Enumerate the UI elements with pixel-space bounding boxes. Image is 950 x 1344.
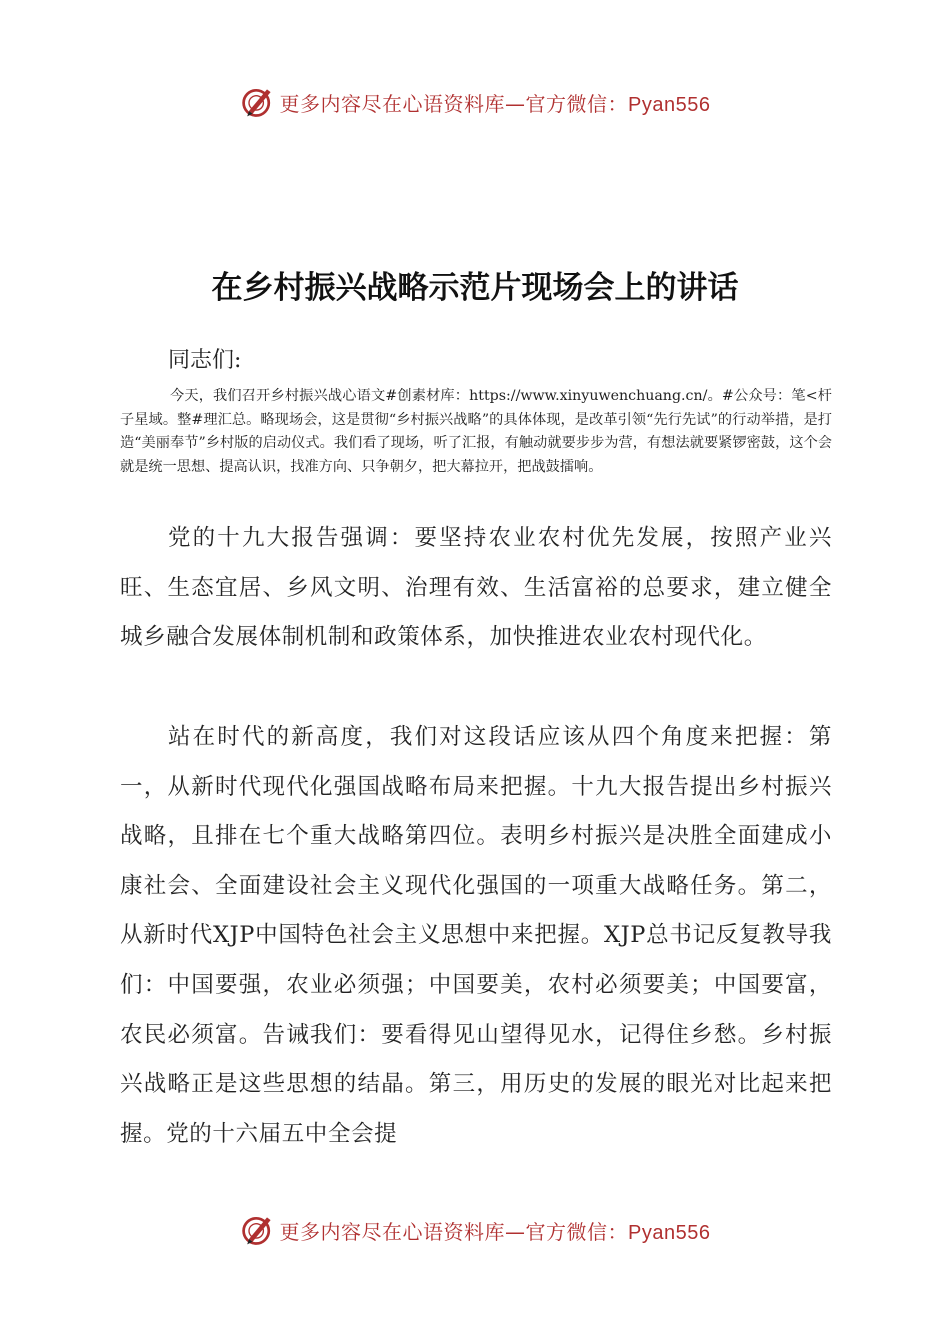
- document-title: 在乡村振兴战略示范片现场会上的讲话: [211, 270, 739, 306]
- greeting: 同志们:: [168, 348, 242, 373]
- footer-wechat-id: Pyan556: [628, 1221, 711, 1244]
- header-wechat-id: Pyan556: [628, 93, 711, 116]
- pen-logo-icon: [240, 1212, 276, 1248]
- intro-paragraph: 今天，我们召开乡村振兴战心语文#创素材库：https://www.xinyuwenchuang.cn/。#公众号：笔<杆子星域。整#理汇总。略现场会，这是贯彻“乡村振兴战略”的具体体现，是改革引领“先行先试”的行动举措，是打造“美丽奉节”乡村版的启动仪式。我们看了现场，听了汇报，有触动就要步步为营，有想法就要紧锣密鼓，这个会就是统一思想、提高认识，找准方向、只争朝夕，把大幕拉开，把战鼓擂响。: [120, 388, 832, 475]
- header-banner: [0, 82, 950, 122]
- body-paragraph-1: 党的十九大报告强调：要坚持农业农村优先发展，按照产业兴旺、生态宜居、乡风文明、治理有效、生活富裕的总要求，建立健全城乡融合发展体制机制和政策体系，加快推进农业农村现代化。: [120, 525, 832, 651]
- footer-banner: [0, 1210, 950, 1250]
- header-banner-text: 更多内容尽在心语资料库—官方微信：: [279, 91, 629, 116]
- footer-banner-text: 更多内容尽在心语资料库—官方微信：: [279, 1219, 629, 1244]
- pen-logo-icon: [240, 84, 276, 120]
- body-paragraph-2: 站在时代的新高度，我们对这段话应该从四个角度来把握：第一，从新时代现代化强国战略布局来把握。十九大报告提出乡村振兴战略，且排在七个重大战略第四位。表明乡村振兴是决胜全面建成小康社会、全面建设社会主义现代化强国的一项重大战略任务。第二，从新时代XJP中国特色社会主义思想中来把握。XJP总书记反复教导我们：中国要强，农业必须强；中国要美，农村必须要美；中国要富，农民必须富。告诫我们：要看得见山望得见水，记得住乡愁。乡村振兴战略正是这些思想的结晶。第三，用历史的发展的眼光对比起来把握。党的十六届五中全会提: [120, 724, 832, 1147]
